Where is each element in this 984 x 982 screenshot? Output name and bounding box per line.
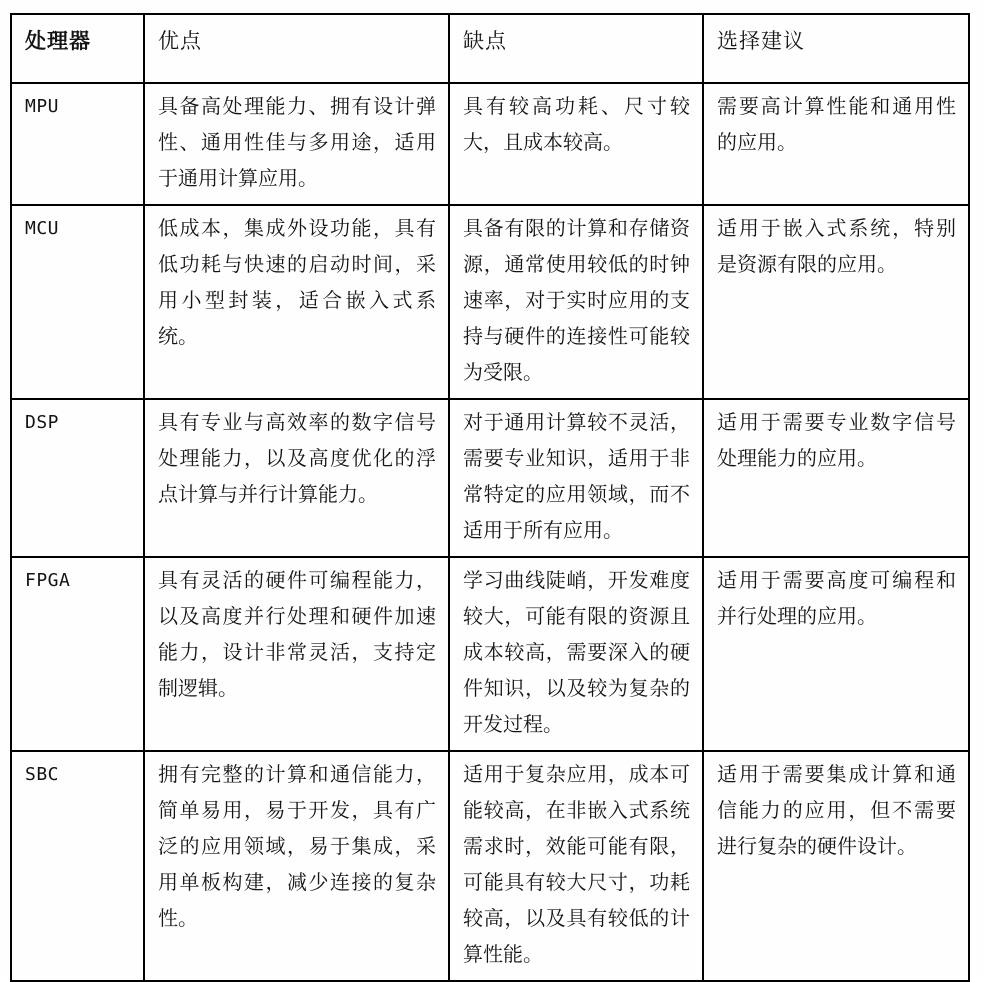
cons-cell: 适用于复杂应用，成本可能较高，在非嵌入式系统需求时，效能可能有限，可能具有较大尺寸，功耗较高，以及具有较低的计算性能。 [449, 751, 703, 981]
table-row-fpga [11, 557, 969, 751]
header-row [11, 14, 969, 83]
pros-cell: 具备高处理能力、拥有设计弹性、通用性佳与多用途，适用于通用计算应用。 [144, 83, 449, 205]
pros-cell: 具有灵活的硬件可编程能力，以及高度并行处理和硬件加速能力，设计非常灵活，支持定制逻辑。 [144, 557, 449, 751]
pros-cell: 拥有完整的计算和通信能力，简单易用，易于开发，具有广泛的应用领域，易于集成，采用单板构建，减少连接的复杂性。 [144, 751, 449, 981]
processor-comparison-table [10, 13, 970, 982]
recommendation-cell: 适用于嵌入式系统，特别是资源有限的应用。 [703, 205, 969, 399]
processor-cell: MPU [11, 83, 144, 205]
table-row-mcu [11, 205, 969, 399]
processor-cell: SBC [11, 751, 144, 981]
recommendation-cell: 适用于需要专业数字信号处理能力的应用。 [703, 399, 969, 557]
pros-cell: 低成本，集成外设功能，具有低功耗与快速的启动时间，采用小型封装，适合嵌入式系统。 [144, 205, 449, 399]
processor-cell: FPGA [11, 557, 144, 751]
processor-cell: DSP [11, 399, 144, 557]
recommendation-cell: 适用于需要高度可编程和并行处理的应用。 [703, 557, 969, 751]
cons-cell: 具备有限的计算和存储资源，通常使用较低的时钟速率，对于实时应用的支持与硬件的连接性可能较为受限。 [449, 205, 703, 399]
processor-cell: MCU [11, 205, 144, 399]
table-row-mpu [11, 83, 969, 205]
table-row-sbc [11, 751, 969, 981]
recommendation-cell: 适用于需要集成计算和通信能力的应用，但不需要进行复杂的硬件设计。 [703, 751, 969, 981]
pros-cell: 具有专业与高效率的数字信号处理能力，以及高度优化的浮点计算与并行计算能力。 [144, 399, 449, 557]
cons-cell: 具有较高功耗、尺寸较大，且成本较高。 [449, 83, 703, 205]
header-recommendation: 选择建议 [703, 14, 969, 83]
header-pros: 优点 [144, 14, 449, 83]
header-cons: 缺点 [449, 14, 703, 83]
header-processor: 处理器 [11, 14, 144, 83]
table-row-dsp [11, 399, 969, 557]
recommendation-cell: 需要高计算性能和通用性的应用。 [703, 83, 969, 205]
cons-cell: 学习曲线陡峭，开发难度较大，可能有限的资源且成本较高，需要深入的硬件知识，以及较为复杂的开发过程。 [449, 557, 703, 751]
cons-cell: 对于通用计算较不灵活，需要专业知识，适用于非常特定的应用领域，而不适用于所有应用。 [449, 399, 703, 557]
